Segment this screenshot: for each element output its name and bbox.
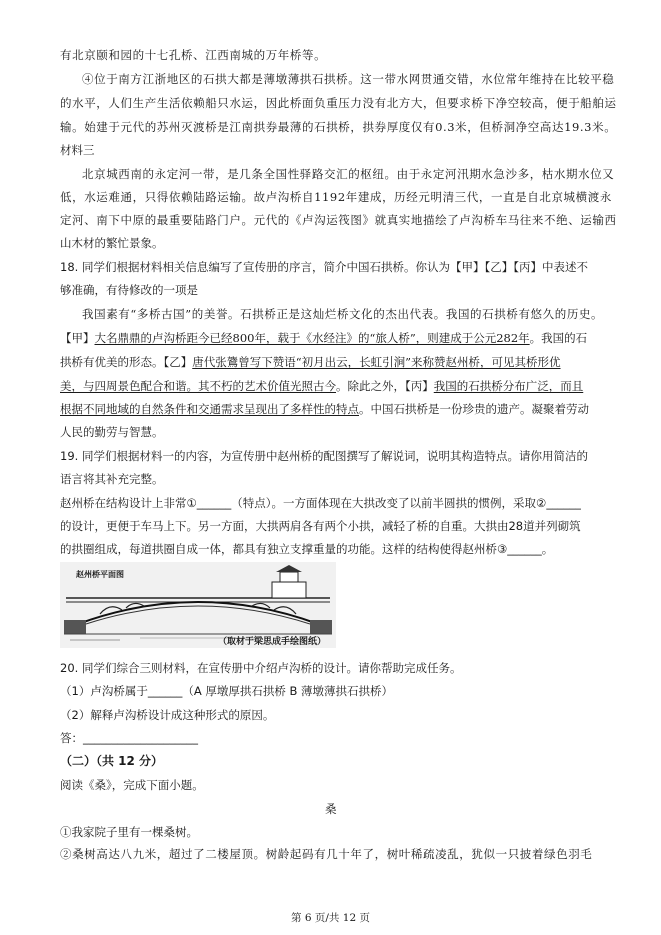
preface-line [60,354,561,370]
text-line: 山木材的繁忙景象。 [60,236,164,250]
text-line: 定河、南下中原的最重要陆路门户。元代的《卢沟运筏图》就真实地描绘了卢沟桥车马往来不绝、运输西 [60,213,617,227]
question-20-sub1: （1）卢沟桥属于______（A 厚墩厚拱石拱桥 B 薄墩薄拱石拱桥） [60,684,394,698]
question-20-stem: 20. 同学们综合三则材料，在宣传册中介绍卢沟桥的设计。请你帮助完成任务。 [60,661,462,675]
question-20-sub2: （2）解释卢沟桥设计成这种形式的原因。 [60,708,275,722]
section-intro: 阅读《桑》，完成下面小题。 [60,778,204,792]
figure-title: 赵州桥平面图 [76,570,124,579]
question-19-text: 的拱圈组成，每道拱圈自成一体，都具有独立支撑重量的功能。这样的结构使得赵州桥③______。 [60,542,554,556]
passage-paragraph: ①我家院子里有一棵桑树。 [60,825,198,839]
statement-yi: 唐代张鷟曾写下赞语“初月出云，长虹引涧”来称赞赵州桥，可见其桥形优 [192,355,561,369]
text-line: 输。始建于元代的苏州灭渡桥是江南拱券最薄的石拱桥，拱券厚度仅有0.3米，但桥洞净空高达19.3米。 [60,120,617,134]
passage-title: 桑 [325,802,337,816]
page-footer: 第 6 页/共 12 页 [291,912,370,924]
passage-paragraph: ②桑树高达八九米，超过了二楼屋顶。树龄起码有几十年了，树叶稀疏凌乱，犹似一只披着绿色羽毛 [60,847,593,861]
statement-bing-cont: 根据不同地域的自然条件和交通需求呈现出了多样性的特点 [60,402,359,416]
text-line: 北京城西南的永定河一带，是几条全国性驿路交汇的枢纽。由于永定河汛期水急沙多，枯水期水位又 [82,167,615,181]
preface-line [60,330,587,346]
text-line: 有北京颐和园的十七孔桥、江西南城的万年桥等。 [60,48,327,62]
preface-text: 。中国石拱桥是一份珍贵的遗产。凝聚着劳动 [359,402,589,416]
question-19-stem: 19. 同学们根据材料一的内容，为宣传册中赵州桥的配图撰写了解说词，说明其构造特点。请你用简洁的 [60,449,588,463]
statement-yi-cont: 美，与四周景色配合和谐。其不朽的艺术价值光照古今 [60,379,336,393]
answer-line: 答：____________________ [60,731,198,745]
question-18-stem: 18. 同学们根据材料相关信息编写了宣传册的序言，简介中国石拱桥。你认为【甲】【乙】【丙】中表述不 [60,260,588,274]
preface-text: 。除此之外，【丙】 [336,379,434,393]
question-18-stem: 够准确，有待修改的一项是 [60,283,198,297]
section-heading: （二）（共 12 分） [60,754,164,768]
text-line: ④位于南方江浙地区的石拱大都是薄墩薄拱石拱桥。这一带水网贯通交错，水位常年维持在比较平稳 [82,72,615,86]
preface-line: 我国素有“多桥古国”的美誉。石拱桥正是这灿烂桥文化的杰出代表。我国的石拱桥有悠久的历史。 [82,307,604,321]
marker-jia: 【甲】 [60,331,95,345]
preface-line [60,401,589,417]
figure-caption: （取材于梁思成手绘图纸） [218,637,327,647]
preface-text: 拱桥有优美的形态。【乙】 [60,355,193,369]
statement-jia: 大名鼎鼎的卢沟桥距今已经800年，载于《水经注》的“旅人桥”，则建成于公元282年 [94,331,530,345]
preface-line: 人民的勤劳与智慧。 [60,425,164,439]
statement-bing: 我国的石拱桥分布广泛，而且 [433,379,584,393]
preface-text: 。我国的石 [529,331,588,345]
text-line: 低，水运难通，只得依赖陆路运输。故卢沟桥自1192年建成，历经元明清三代，一直是自北京城横渡永 [60,190,612,204]
question-19-text: 的设计，更便于车马上下。另一方面，大拱两肩各有两个小拱，减轻了桥的自重。大拱由28道并列砌筑 [60,519,581,533]
preface-line [60,378,583,394]
question-19-stem: 语言将其补充完整。 [60,472,164,486]
text-line: 的水平，人们生产生活依赖船只水运，因此桥面负重压力没有北方大，但要求桥下净空较高，便于船舶运 [60,96,617,110]
material-heading: 材料三 [60,143,95,157]
question-19-text: 赵州桥在结构设计上非常①______（特点）。一方面体现在大拱改变了以前半圆拱的惯例，采取②______ [60,496,581,510]
